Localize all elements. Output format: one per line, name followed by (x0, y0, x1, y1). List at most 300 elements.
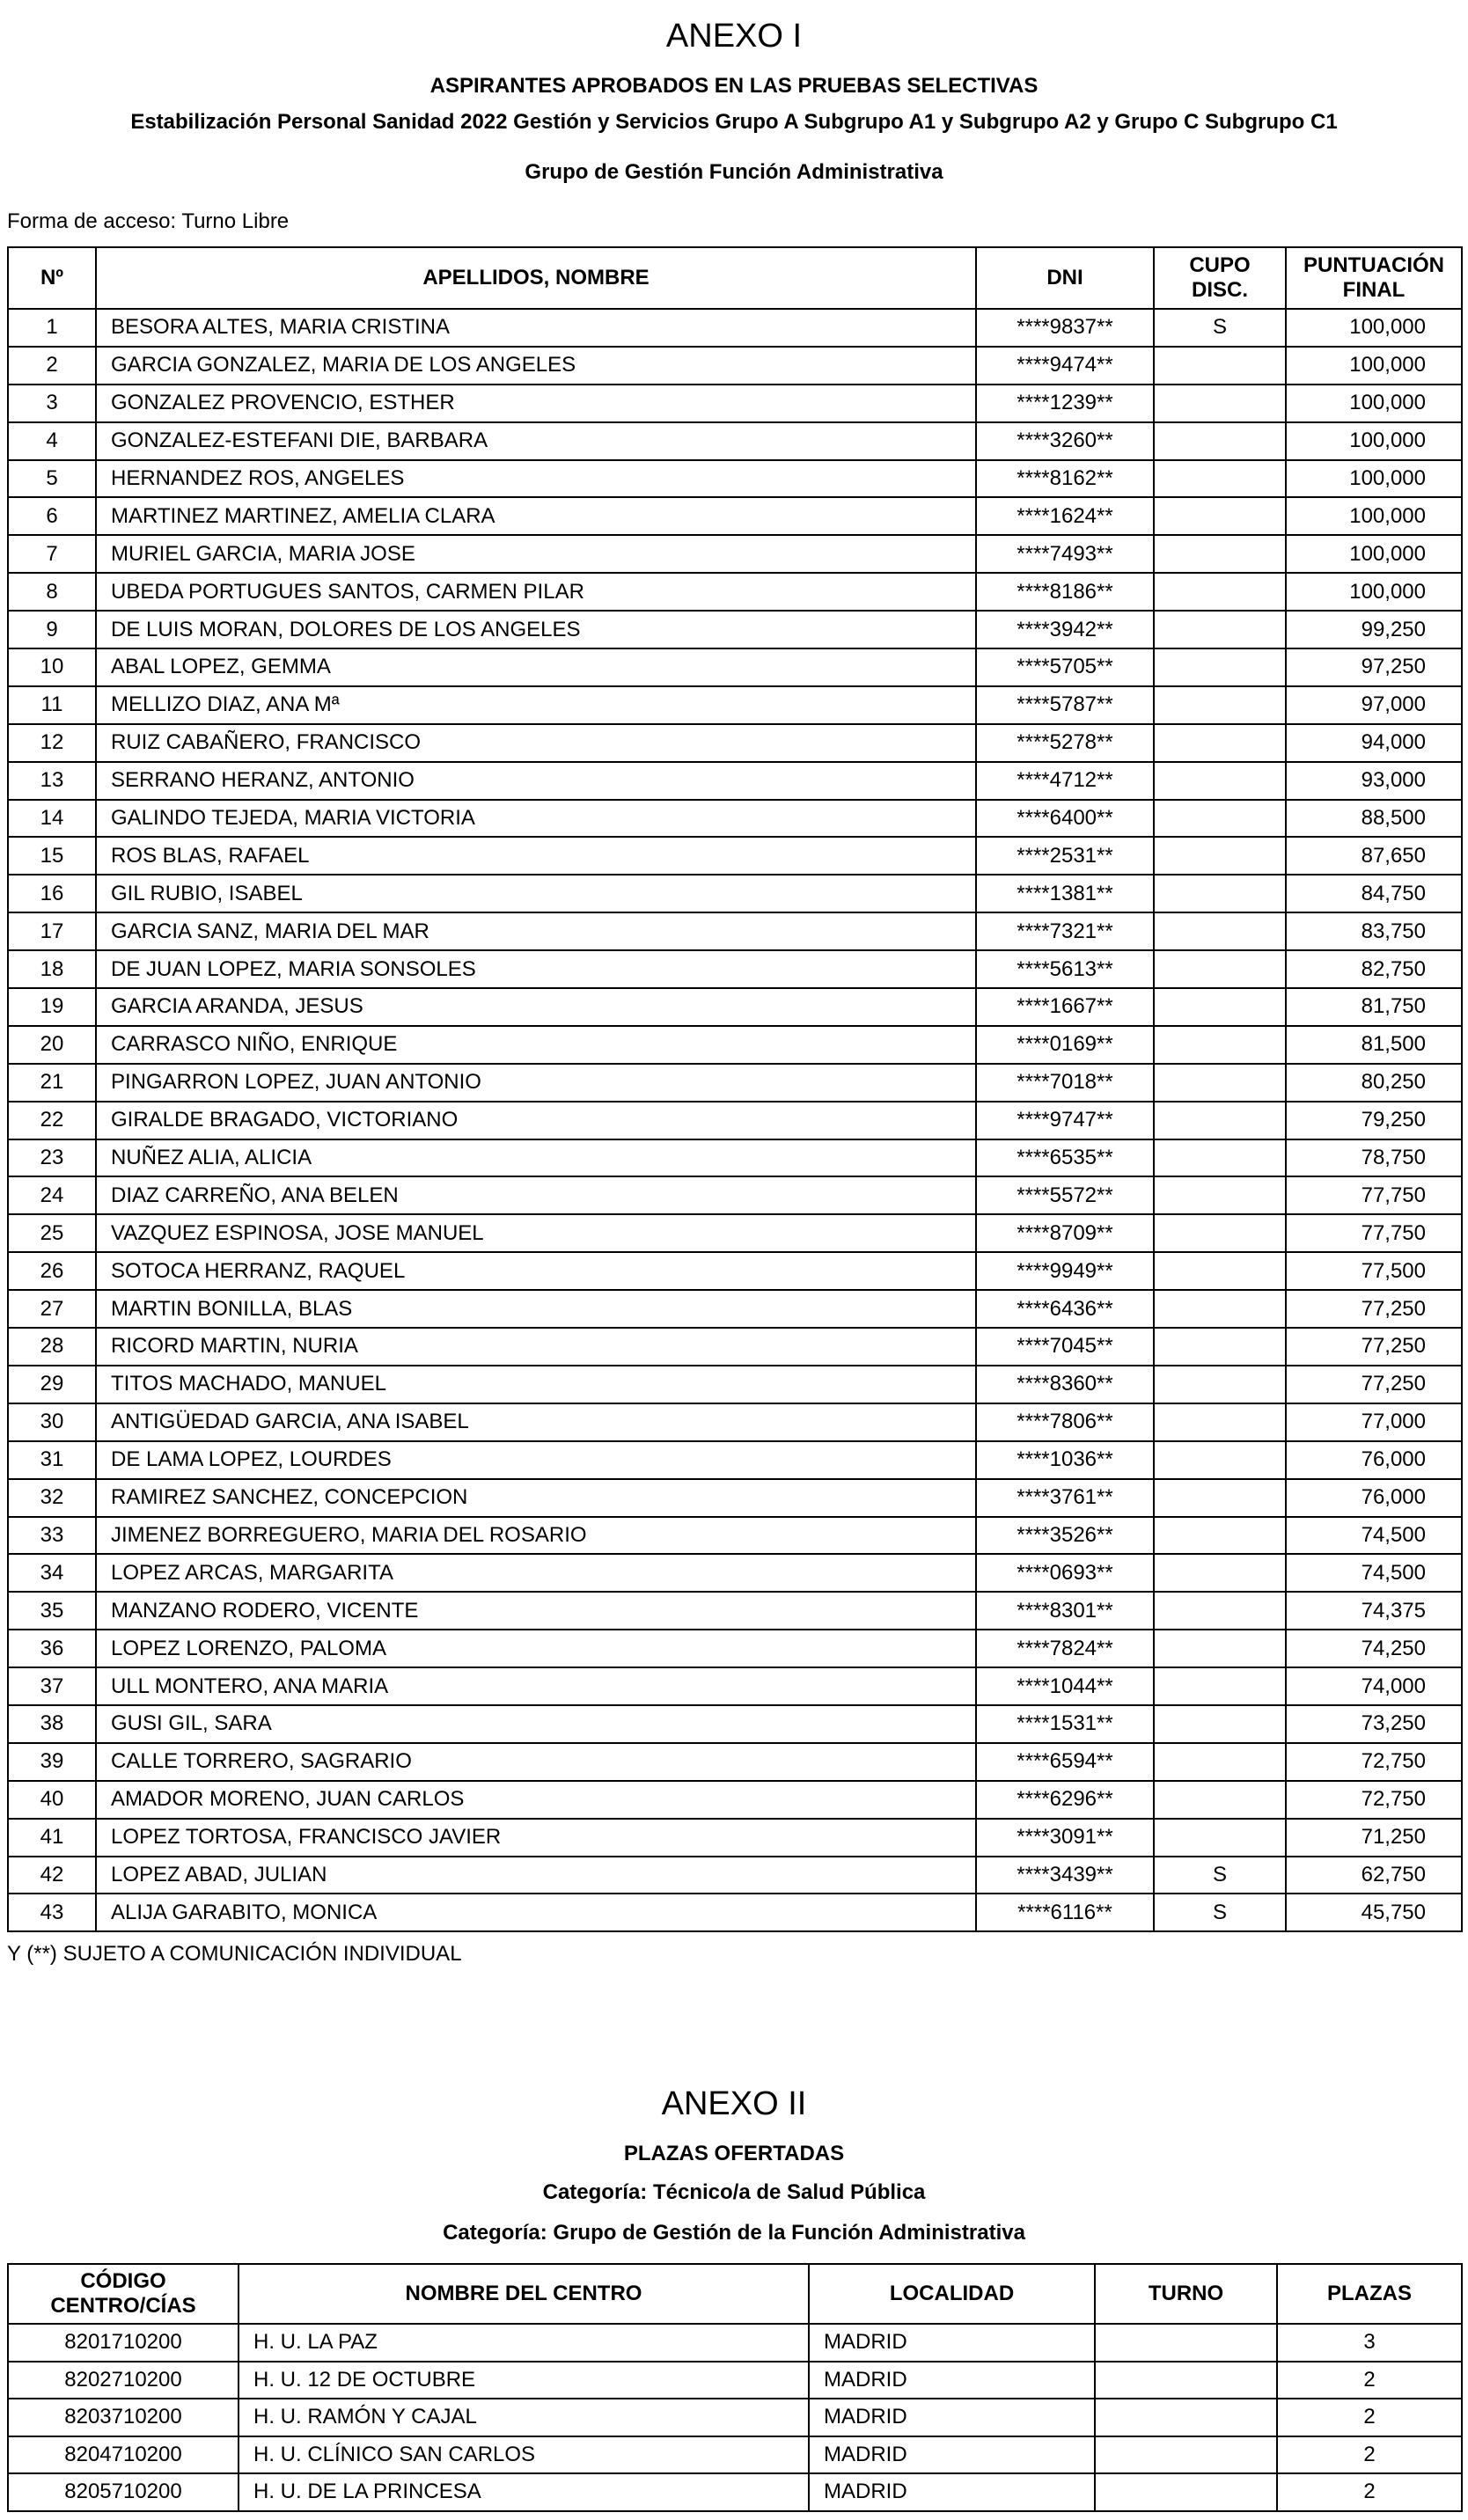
row-score: 100,000 (1286, 497, 1462, 535)
row-name: AMADOR MORENO, JUAN CARLOS (96, 1781, 976, 1819)
row-name: GALINDO TEJEDA, MARIA VICTORIA (96, 800, 976, 838)
table-row (8, 1819, 1462, 1857)
row-score: 84,750 (1286, 875, 1462, 912)
table-row (8, 2399, 1462, 2436)
row-number: 15 (8, 837, 96, 875)
row-dni: ****4712** (976, 762, 1154, 800)
row-number: 20 (8, 1026, 96, 1064)
row-center: H. U. RAMÓN Y CAJAL (239, 2399, 809, 2436)
table-row (8, 422, 1462, 460)
row-score: 82,750 (1286, 950, 1462, 988)
table-row (8, 2362, 1462, 2399)
row-cupo (1154, 1290, 1286, 1328)
row-name: JIMENEZ BORREGUERO, MARIA DEL ROSARIO (96, 1517, 976, 1555)
row-dni: ****6436** (976, 1290, 1154, 1328)
table-row (8, 1630, 1462, 1667)
row-cupo (1154, 988, 1286, 1026)
row-name: RICORD MARTIN, NURIA (96, 1328, 976, 1366)
row-dni: ****6116** (976, 1894, 1154, 1931)
row-dni: ****9747** (976, 1102, 1154, 1139)
annex2-table (7, 2263, 1463, 2512)
row-number: 26 (8, 1252, 96, 1290)
row-dni: ****1624** (976, 497, 1154, 535)
table-row (8, 1328, 1462, 1366)
row-score: 94,000 (1286, 724, 1462, 762)
row-cupo (1154, 648, 1286, 686)
row-dni: ****3761** (976, 1479, 1154, 1517)
row-name: DE JUAN LOPEZ, MARIA SONSOLES (96, 950, 976, 988)
row-cupo (1154, 1819, 1286, 1857)
row-code: 8204710200 (8, 2436, 239, 2474)
row-score: 97,250 (1286, 648, 1462, 686)
table-row (8, 385, 1462, 422)
row-number: 22 (8, 1102, 96, 1139)
row-cupo (1154, 1252, 1286, 1290)
row-cupo (1154, 1366, 1286, 1403)
row-score: 74,250 (1286, 1630, 1462, 1667)
row-name: CALLE TORRERO, SAGRARIO (96, 1743, 976, 1781)
row-cupo (1154, 1441, 1286, 1479)
row-name: GUSI GIL, SARA (96, 1705, 976, 1743)
row-score: 100,000 (1286, 460, 1462, 498)
row-number: 3 (8, 385, 96, 422)
row-number: 21 (8, 1064, 96, 1102)
row-number: 33 (8, 1517, 96, 1555)
row-number: 27 (8, 1290, 96, 1328)
table-row (8, 1441, 1462, 1479)
row-name: GONZALEZ PROVENCIO, ESTHER (96, 385, 976, 422)
row-dni: ****8709** (976, 1214, 1154, 1252)
row-dni: ****6296** (976, 1781, 1154, 1819)
row-cupo (1154, 1667, 1286, 1705)
row-name: PINGARRON LOPEZ, JUAN ANTONIO (96, 1064, 976, 1102)
table-row (8, 1781, 1462, 1819)
row-cupo (1154, 535, 1286, 573)
row-cupo: S (1154, 309, 1286, 347)
row-dni: ****0169** (976, 1026, 1154, 1064)
header-center: NOMBRE DEL CENTRO (239, 2264, 809, 2324)
row-score: 72,750 (1286, 1781, 1462, 1819)
row-dni: ****1381** (976, 875, 1154, 912)
row-center: H. U. CLÍNICO SAN CARLOS (239, 2436, 809, 2474)
row-score: 74,500 (1286, 1554, 1462, 1592)
row-number: 29 (8, 1366, 96, 1403)
row-score: 100,000 (1286, 385, 1462, 422)
table-row (8, 2473, 1462, 2511)
row-dni: ****5705** (976, 648, 1154, 686)
row-cupo (1154, 1403, 1286, 1441)
row-cupo (1154, 875, 1286, 912)
row-places: 2 (1277, 2399, 1462, 2436)
row-number: 30 (8, 1403, 96, 1441)
row-name: UBEDA PORTUGUES SANTOS, CARMEN PILAR (96, 573, 976, 611)
row-score: 83,750 (1286, 912, 1462, 950)
table-row (8, 686, 1462, 724)
table-row (8, 1554, 1462, 1592)
row-dni: ****1036** (976, 1441, 1154, 1479)
row-number: 35 (8, 1592, 96, 1630)
row-dni: ****9474** (976, 347, 1154, 385)
annex1-title-block (0, 19, 1468, 53)
table-row (8, 1064, 1462, 1102)
row-name: SERRANO HERANZ, ANTONIO (96, 762, 976, 800)
row-score: 62,750 (1286, 1857, 1462, 1894)
row-places: 3 (1277, 2324, 1462, 2362)
table-row (8, 800, 1462, 838)
row-score: 77,500 (1286, 1252, 1462, 1290)
row-number: 19 (8, 988, 96, 1026)
row-places: 2 (1277, 2473, 1462, 2511)
row-dni: ****6400** (976, 800, 1154, 838)
row-score: 77,000 (1286, 1403, 1462, 1441)
header-num: Nº (8, 247, 96, 309)
row-score: 78,750 (1286, 1139, 1462, 1177)
table-row (8, 1743, 1462, 1781)
row-dni: ****8186** (976, 573, 1154, 611)
row-number: 34 (8, 1554, 96, 1592)
row-number: 18 (8, 950, 96, 988)
row-cupo: S (1154, 1894, 1286, 1931)
row-number: 28 (8, 1328, 96, 1366)
table-row (8, 1667, 1462, 1705)
header-cupo: CUPO DISC. (1154, 247, 1286, 309)
annex2-header-row (8, 2264, 1462, 2324)
row-cupo (1154, 1026, 1286, 1064)
row-cupo (1154, 1102, 1286, 1139)
annex1-footnote: Y (**) SUJETO A COMUNICACIÓN INDIVIDUAL (7, 1942, 462, 1966)
row-score: 74,375 (1286, 1592, 1462, 1630)
row-number: 8 (8, 573, 96, 611)
row-dni: ****1239** (976, 385, 1154, 422)
row-score: 77,750 (1286, 1176, 1462, 1214)
row-name: LOPEZ ABAD, JULIAN (96, 1857, 976, 1894)
row-score: 45,750 (1286, 1894, 1462, 1931)
annex2-table-body (8, 2324, 1462, 2511)
row-number: 1 (8, 309, 96, 347)
row-center: H. U. LA PAZ (239, 2324, 809, 2362)
row-name: LOPEZ TORTOSA, FRANCISCO JAVIER (96, 1819, 976, 1857)
row-number: 23 (8, 1139, 96, 1177)
row-name: GIL RUBIO, ISABEL (96, 875, 976, 912)
row-dni: ****3260** (976, 422, 1154, 460)
row-dni: ****3439** (976, 1857, 1154, 1894)
row-number: 10 (8, 648, 96, 686)
row-locality: MADRID (809, 2473, 1095, 2511)
table-row (8, 1252, 1462, 1290)
annex2-title-block (0, 2087, 1468, 2121)
row-name: GARCIA ARANDA, JESUS (96, 988, 976, 1026)
row-score: 77,750 (1286, 1214, 1462, 1252)
row-name: ROS BLAS, RAFAEL (96, 837, 976, 875)
row-number: 16 (8, 875, 96, 912)
header-shift: TURNO (1095, 2264, 1277, 2324)
row-score: 76,000 (1286, 1441, 1462, 1479)
row-dni: ****5613** (976, 950, 1154, 988)
row-shift (1095, 2324, 1277, 2362)
row-number: 40 (8, 1781, 96, 1819)
row-name: GIRALDE BRAGADO, VICTORIANO (96, 1102, 976, 1139)
row-number: 32 (8, 1479, 96, 1517)
annex1-table-body (8, 309, 1462, 1931)
table-row (8, 1517, 1462, 1555)
row-score: 81,500 (1286, 1026, 1462, 1064)
row-code: 8203710200 (8, 2399, 239, 2436)
row-score: 74,500 (1286, 1517, 1462, 1555)
row-dni: ****1531** (976, 1705, 1154, 1743)
row-number: 9 (8, 611, 96, 648)
row-dni: ****7493** (976, 535, 1154, 573)
row-cupo (1154, 1554, 1286, 1592)
row-dni: ****2531** (976, 837, 1154, 875)
row-cupo (1154, 1479, 1286, 1517)
annex2-title: ANEXO II (661, 2085, 807, 2122)
row-name: GONZALEZ-ESTEFANI DIE, BARBARA (96, 422, 976, 460)
row-cupo (1154, 686, 1286, 724)
row-score: 100,000 (1286, 347, 1462, 385)
row-score: 71,250 (1286, 1819, 1462, 1857)
row-score: 74,000 (1286, 1667, 1462, 1705)
row-cupo (1154, 1139, 1286, 1177)
row-cupo (1154, 1176, 1286, 1214)
row-shift (1095, 2399, 1277, 2436)
row-places: 2 (1277, 2436, 1462, 2474)
row-center: H. U. 12 DE OCTUBRE (239, 2362, 809, 2399)
row-name: DIAZ CARREÑO, ANA BELEN (96, 1176, 976, 1214)
row-name: NUÑEZ ALIA, ALICIA (96, 1139, 976, 1177)
row-number: 13 (8, 762, 96, 800)
annex1-group: Grupo de Gestión Función Administrativa (525, 160, 943, 184)
annex2-category1: Categoría: Técnico/a de Salud Pública (542, 2180, 926, 2204)
row-dni: ****7806** (976, 1403, 1154, 1441)
header-name: APELLIDOS, NOMBRE (96, 247, 976, 309)
annex2-subtitle: PLAZAS OFERTADAS (623, 2142, 845, 2165)
table-row (8, 1102, 1462, 1139)
row-name: MARTIN BONILLA, BLAS (96, 1290, 976, 1328)
row-dni: ****6594** (976, 1743, 1154, 1781)
row-score: 99,250 (1286, 611, 1462, 648)
row-score: 100,000 (1286, 535, 1462, 573)
table-row (8, 1214, 1462, 1252)
row-name: CARRASCO NIÑO, ENRIQUE (96, 1026, 976, 1064)
annex1-title: ANEXO I (665, 18, 803, 55)
header-dni: DNI (976, 247, 1154, 309)
row-name: MURIEL GARCIA, MARIA JOSE (96, 535, 976, 573)
table-row (8, 762, 1462, 800)
table-row (8, 347, 1462, 385)
row-cupo (1154, 1214, 1286, 1252)
row-score: 72,750 (1286, 1743, 1462, 1781)
table-row (8, 912, 1462, 950)
table-row (8, 2324, 1462, 2362)
row-dni: ****8301** (976, 1592, 1154, 1630)
row-cupo (1154, 1781, 1286, 1819)
row-dni: ****9949** (976, 1252, 1154, 1290)
header-locality: LOCALIDAD (809, 2264, 1095, 2324)
row-name: DE LAMA LOPEZ, LOURDES (96, 1441, 976, 1479)
row-name: HERNANDEZ ROS, ANGELES (96, 460, 976, 498)
row-number: 39 (8, 1743, 96, 1781)
table-row (8, 1592, 1462, 1630)
row-code: 8205710200 (8, 2473, 239, 2511)
row-number: 38 (8, 1705, 96, 1743)
row-dni: ****6535** (976, 1139, 1154, 1177)
row-name: DE LUIS MORAN, DOLORES DE LOS ANGELES (96, 611, 976, 648)
row-number: 37 (8, 1667, 96, 1705)
row-shift (1095, 2473, 1277, 2511)
row-score: 76,000 (1286, 1479, 1462, 1517)
row-cupo (1154, 573, 1286, 611)
header-score: PUNTUACIÓN FINAL (1286, 247, 1462, 309)
row-cupo: S (1154, 1857, 1286, 1894)
row-number: 11 (8, 686, 96, 724)
row-cupo (1154, 1517, 1286, 1555)
table-row (8, 309, 1462, 347)
row-score: 79,250 (1286, 1102, 1462, 1139)
row-cupo (1154, 1630, 1286, 1667)
row-name: ALIJA GARABITO, MONICA (96, 1894, 976, 1931)
row-name: VAZQUEZ ESPINOSA, JOSE MANUEL (96, 1214, 976, 1252)
row-center: H. U. DE LA PRINCESA (239, 2473, 809, 2511)
row-name: ULL MONTERO, ANA MARIA (96, 1667, 976, 1705)
table-row (8, 1857, 1462, 1894)
header-code: CÓDIGO CENTRO/CÍAS (8, 2264, 239, 2324)
row-cupo (1154, 1592, 1286, 1630)
row-number: 41 (8, 1819, 96, 1857)
row-score: 77,250 (1286, 1290, 1462, 1328)
table-row (8, 1403, 1462, 1441)
row-number: 42 (8, 1857, 96, 1894)
table-row (8, 611, 1462, 648)
row-number: 2 (8, 347, 96, 385)
row-name: GARCIA GONZALEZ, MARIA DE LOS ANGELES (96, 347, 976, 385)
row-dni: ****1667** (976, 988, 1154, 1026)
row-cupo (1154, 1705, 1286, 1743)
table-row (8, 988, 1462, 1026)
row-name: BESORA ALTES, MARIA CRISTINA (96, 309, 976, 347)
row-dni: ****1044** (976, 1667, 1154, 1705)
row-cupo (1154, 1743, 1286, 1781)
annex1-subtitle: ASPIRANTES APROBADOS EN LAS PRUEBAS SELECTIVAS (429, 74, 1039, 98)
row-number: 5 (8, 460, 96, 498)
row-cupo (1154, 724, 1286, 762)
table-row (8, 497, 1462, 535)
table-row (8, 724, 1462, 762)
row-locality: MADRID (809, 2324, 1095, 2362)
row-number: 17 (8, 912, 96, 950)
row-locality: MADRID (809, 2362, 1095, 2399)
row-score: 80,250 (1286, 1064, 1462, 1102)
row-dni: ****7045** (976, 1328, 1154, 1366)
row-name: RUIZ CABAÑERO, FRANCISCO (96, 724, 976, 762)
row-dni: ****5572** (976, 1176, 1154, 1214)
row-name: ANTIGÜEDAD GARCIA, ANA ISABEL (96, 1403, 976, 1441)
row-number: 7 (8, 535, 96, 573)
row-score: 88,500 (1286, 800, 1462, 838)
row-score: 87,650 (1286, 837, 1462, 875)
row-score: 77,250 (1286, 1366, 1462, 1403)
row-code: 8201710200 (8, 2324, 239, 2362)
row-number: 6 (8, 497, 96, 535)
row-cupo (1154, 950, 1286, 988)
annex1-access: Forma de acceso: Turno Libre (7, 209, 290, 233)
row-places: 2 (1277, 2362, 1462, 2399)
row-number: 4 (8, 422, 96, 460)
table-row (8, 1290, 1462, 1328)
table-row (8, 1176, 1462, 1214)
row-dni: ****9837** (976, 309, 1154, 347)
row-cupo (1154, 422, 1286, 460)
row-cupo (1154, 1064, 1286, 1102)
row-score: 93,000 (1286, 762, 1462, 800)
row-number: 14 (8, 800, 96, 838)
row-locality: MADRID (809, 2399, 1095, 2436)
row-cupo (1154, 385, 1286, 422)
annex1-table (7, 246, 1463, 1932)
annex1-subtitle2: Estabilización Personal Sanidad 2022 Gestión y Servicios Grupo A Subgrupo A1 y Subgrupo A2 y Grupo C Subgrupo C1 (130, 110, 1338, 134)
table-row (8, 460, 1462, 498)
row-shift (1095, 2362, 1277, 2399)
row-score: 100,000 (1286, 309, 1462, 347)
table-row (8, 1366, 1462, 1403)
row-name: ABAL LOPEZ, GEMMA (96, 648, 976, 686)
table-row (8, 1139, 1462, 1177)
row-dni: ****8162** (976, 460, 1154, 498)
table-row (8, 1479, 1462, 1517)
row-dni: ****5278** (976, 724, 1154, 762)
table-row (8, 837, 1462, 875)
row-cupo (1154, 762, 1286, 800)
row-score: 77,250 (1286, 1328, 1462, 1366)
row-name: MARTINEZ MARTINEZ, AMELIA CLARA (96, 497, 976, 535)
row-name: SOTOCA HERRANZ, RAQUEL (96, 1252, 976, 1290)
row-dni: ****7824** (976, 1630, 1154, 1667)
row-name: RAMIREZ SANCHEZ, CONCEPCION (96, 1479, 976, 1517)
table-row (8, 1894, 1462, 1931)
row-cupo (1154, 837, 1286, 875)
header-places: PLAZAS (1277, 2264, 1462, 2324)
row-name: LOPEZ LORENZO, PALOMA (96, 1630, 976, 1667)
row-name: MANZANO RODERO, VICENTE (96, 1592, 976, 1630)
row-dni: ****0693** (976, 1554, 1154, 1592)
row-name: TITOS MACHADO, MANUEL (96, 1366, 976, 1403)
row-name: MELLIZO DIAZ, ANA Mª (96, 686, 976, 724)
row-code: 8202710200 (8, 2362, 239, 2399)
row-cupo (1154, 1328, 1286, 1366)
table-row (8, 648, 1462, 686)
row-dni: ****3091** (976, 1819, 1154, 1857)
row-number: 36 (8, 1630, 96, 1667)
row-number: 24 (8, 1176, 96, 1214)
table-row (8, 2436, 1462, 2474)
annex1-header-row (8, 247, 1462, 309)
row-dni: ****3942** (976, 611, 1154, 648)
table-row (8, 1705, 1462, 1743)
row-dni: ****5787** (976, 686, 1154, 724)
table-row (8, 535, 1462, 573)
row-score: 81,750 (1286, 988, 1462, 1026)
row-cupo (1154, 460, 1286, 498)
row-cupo (1154, 800, 1286, 838)
row-name: LOPEZ ARCAS, MARGARITA (96, 1554, 976, 1592)
row-score: 100,000 (1286, 422, 1462, 460)
row-number: 31 (8, 1441, 96, 1479)
row-number: 25 (8, 1214, 96, 1252)
row-cupo (1154, 347, 1286, 385)
row-dni: ****3526** (976, 1517, 1154, 1555)
row-shift (1095, 2436, 1277, 2474)
row-score: 73,250 (1286, 1705, 1462, 1743)
row-cupo (1154, 912, 1286, 950)
